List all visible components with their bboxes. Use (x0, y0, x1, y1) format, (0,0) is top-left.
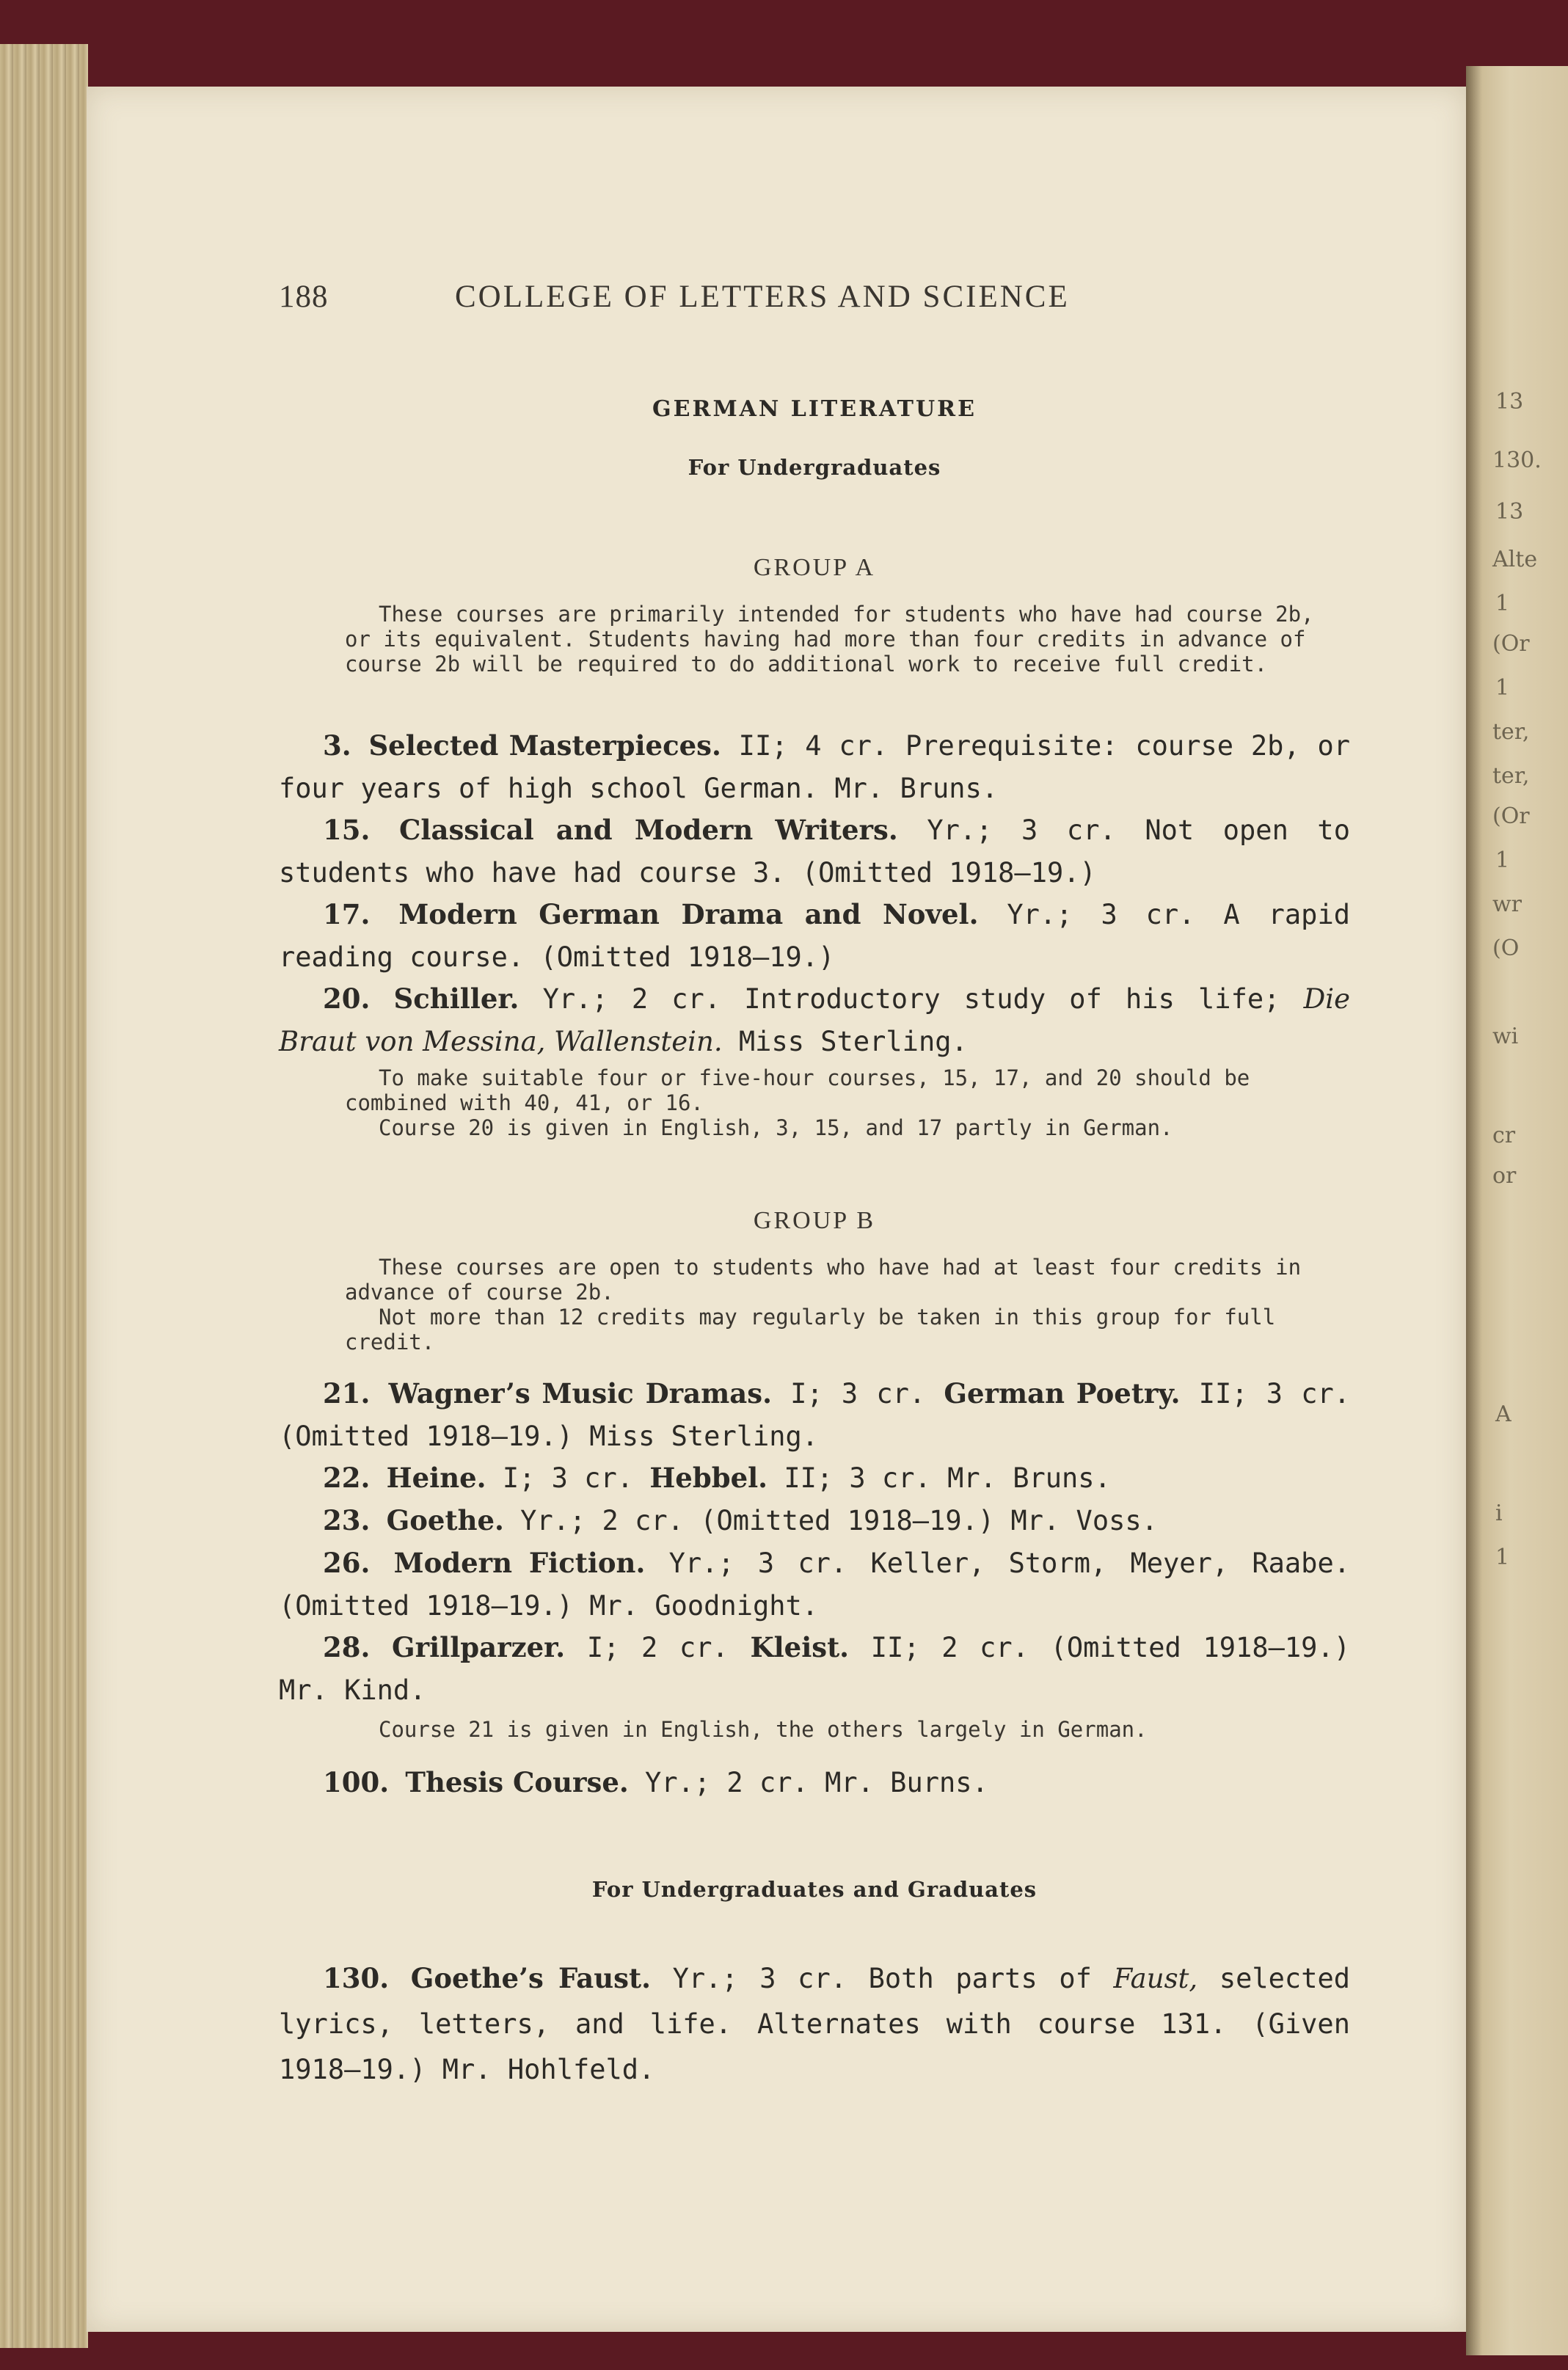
bleed-text: i (1495, 1501, 1503, 1526)
course-title: Goethe’s Faust. (410, 1962, 651, 1994)
course-number: 23. (323, 1504, 371, 1536)
course-details: selected lyrics, letters, and life. Alternates with course 131. (Given 1918–19.) Mr. Hohlfeld. (279, 1963, 1351, 2085)
course-number: 130. (323, 1962, 390, 1994)
bleed-text: 1 (1495, 847, 1510, 873)
course-title: Heine. (386, 1462, 486, 1494)
course-number: 26. (323, 1547, 371, 1579)
group-b-intro: Not more than 12 credits may regularly be taken in this group for full credit. (345, 1305, 1276, 1354)
bleed-text: (O (1492, 936, 1520, 961)
course-details: Yr.; 2 cr. Introductory study of his life; (542, 983, 1280, 1015)
course-details: I; 3 cr. (502, 1462, 634, 1494)
group-a-note: To make suitable four or five-hour courses, 15, 17, and 20 should be combined with 40, 41, or 16. (345, 1065, 1250, 1115)
course-entry (279, 1542, 1350, 1627)
course-details: Yr.; 3 cr. Both parts of (672, 1963, 1092, 1994)
section-subtitle: For Undergraduates (688, 455, 941, 480)
bleed-text: 1 (1495, 591, 1510, 616)
course-title: Hebbel. (649, 1462, 768, 1494)
course-italic: Faust, (1113, 1963, 1198, 1994)
bleed-text: (Or (1492, 631, 1530, 657)
course-entry (279, 893, 1350, 979)
bleed-text: wi (1492, 1024, 1519, 1049)
course-title: German Poetry. (944, 1377, 1181, 1410)
course-title: Goethe. (386, 1504, 504, 1536)
course-number: 22. (323, 1462, 371, 1494)
course-title: Classical and Modern Writers. (398, 814, 898, 846)
bleed-text: 13 (1495, 499, 1524, 525)
bleed-text: or (1492, 1163, 1517, 1189)
page-number: 188 (279, 280, 329, 314)
bleed-text: 1 (1495, 1545, 1510, 1570)
running-head (279, 279, 1174, 323)
facing-page-edge (1466, 66, 1568, 2355)
course-title: Grillparzer. (392, 1631, 566, 1663)
group-a-heading: GROUP A (753, 554, 876, 581)
course-details: II; 3 cr. Mr. Bruns. (784, 1462, 1111, 1494)
group-a-note: Course 20 is given in English, 3, 15, and 17 partly in German. (379, 1115, 1173, 1140)
book-page-edges (0, 44, 88, 2348)
course-instructor: Miss Sterling. (738, 1026, 968, 1057)
course-number: 3. (323, 729, 351, 762)
course-number: 20. (323, 982, 371, 1015)
course-entry (279, 724, 1350, 810)
course-details: Yr.; 3 cr. Keller, Storm, Meyer, Raabe. (Omitted 1918–19.) Mr. Goodnight. (279, 1547, 1351, 1622)
bleed-text: 1 (1495, 675, 1510, 701)
course-title: Kleist. (750, 1631, 850, 1663)
course-number: 15. (323, 814, 371, 846)
course-details: Yr.; 3 cr. A rapid reading course. (Omitted 1918–19.) (279, 899, 1350, 973)
bleed-text: ter, (1492, 763, 1530, 789)
course-entry (279, 1372, 1350, 1458)
course-details: I; 3 cr. (790, 1378, 926, 1410)
course-title: Thesis Course. (405, 1766, 629, 1798)
course-title: Selected Masterpieces. (368, 729, 721, 762)
course-number: 21. (323, 1377, 371, 1410)
course-details: I; 2 cr. (586, 1632, 729, 1663)
course-entry (279, 809, 1350, 894)
bleed-text: wr (1492, 892, 1523, 917)
course-entry (279, 1761, 1350, 1804)
course-details: Yr.; 3 cr. Not open to students who have had course 3. (Omitted 1918–19.) (279, 814, 1350, 889)
course-details: II; 2 cr. (Omitted 1918–19.) Mr. Kind. (279, 1632, 1350, 1706)
course-entry (279, 1499, 1350, 1542)
course-italic: Die Braut von Messina, Wallenstein. (279, 983, 1350, 1057)
bleed-text: A (1495, 1401, 1512, 1427)
course-number: 17. (323, 898, 371, 930)
course-details: Yr.; 2 cr. (Omitted 1918–19.) Mr. Voss. (520, 1505, 1158, 1536)
course-title: Schiller. (393, 982, 519, 1015)
bleed-text: 130. (1492, 448, 1542, 473)
graduates-subtitle: For Undergraduates and Graduates (591, 1877, 1038, 1902)
course-number: 28. (323, 1631, 371, 1663)
course-title: Modern German Drama and Novel. (398, 898, 979, 930)
course-entry (279, 1456, 1350, 1500)
running-title: COLLEGE OF LETTERS AND SCIENCE (455, 280, 1070, 314)
group-a-intro: These courses are primarily intended for students who have had course 2b, or its equivalent. Students having had more than four credits in advance of course 2b will be required to do additional work to receive full credit. (345, 602, 1314, 677)
bleed-text: Alte (1492, 547, 1538, 572)
bleed-text: 13 (1495, 389, 1524, 415)
bleed-text: cr (1492, 1123, 1516, 1148)
course-details: Yr.; 2 cr. Mr. Burns. (645, 1767, 988, 1798)
course-entry (279, 1955, 1350, 2093)
course-title: Wagner’s Music Dramas. (388, 1377, 772, 1410)
bleed-text: ter, (1492, 719, 1530, 745)
group-b-heading: GROUP B (753, 1207, 876, 1234)
course-entry (279, 977, 1350, 1063)
section-title: GERMAN LITERATURE (652, 396, 977, 422)
course-number: 100. (323, 1766, 390, 1798)
course-entry (279, 1626, 1350, 1712)
course-details: II; 4 cr. Prerequisite: course 2b, or four years of high school German. Mr. Bruns. (279, 730, 1350, 804)
bleed-text: (Or (1492, 803, 1530, 829)
course-details: II; 3 cr. (Omitted 1918–19.) Miss Sterling. (279, 1378, 1351, 1452)
course-title: Modern Fiction. (393, 1547, 646, 1579)
group-b-note: Course 21 is given in English, the others largely in German. (379, 1717, 1148, 1742)
group-b-intro: These courses are open to students who have had at least four credits in advance of course 2b. (345, 1255, 1302, 1305)
